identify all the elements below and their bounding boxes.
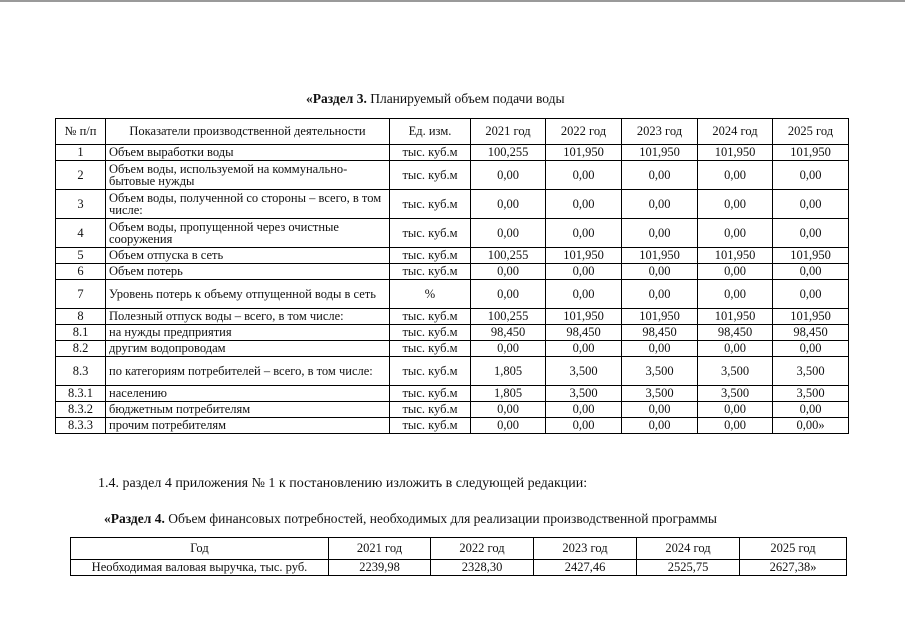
indicator-name: на нужды предприятия [106,325,390,341]
indicator-name: Объем воды, используемой на коммунально-бытовые нужды [106,161,390,190]
indicator-name: Полезный отпуск воды – всего, в том числе: [106,309,390,325]
value-cell: 100,255 [471,309,546,325]
value-cell: 0,00 [546,219,622,248]
section-3-heading: «Раздел 3. Планируемый объем подачи воды [306,91,565,106]
value-cell: 0,00 [546,264,622,280]
value-cell: 101,950 [698,309,773,325]
value-cell: 0,00 [546,418,622,434]
value-cell: 0,00 [773,219,849,248]
value-cell: 0,00 [698,418,773,434]
table-header-row [56,119,849,145]
value-cell: 0,00 [471,280,546,309]
column-header: 2024 год [637,538,740,560]
column-header: № п/п [56,119,106,145]
column-header: 2023 год [534,538,637,560]
value-cell: 0,00 [622,402,698,418]
value-cell: 2525,75 [637,560,740,576]
column-header: Ед. изм. [390,119,471,145]
column-header: 2022 год [431,538,534,560]
value-cell: 98,450 [698,325,773,341]
unit-cell: тыс. куб.м [390,418,471,434]
value-cell: 0,00 [546,280,622,309]
unit-cell: тыс. куб.м [390,190,471,219]
value-cell: 0,00 [773,264,849,280]
value-cell: 3,500 [622,386,698,402]
row-number: 8.3.1 [56,386,106,402]
column-header: 2023 год [622,119,698,145]
value-cell: 3,500 [546,357,622,386]
value-cell: 0,00 [546,341,622,357]
value-cell: 0,00 [698,402,773,418]
row-number: 8.1 [56,325,106,341]
row-number: 5 [56,248,106,264]
table-row [56,280,849,309]
value-cell: 101,950 [698,248,773,264]
column-header: 2025 год [773,119,849,145]
value-cell: 3,500 [546,386,622,402]
column-header: 2022 год [546,119,622,145]
column-header: 2024 год [698,119,773,145]
row-number: 3 [56,190,106,219]
row-number: 6 [56,264,106,280]
table-row [56,161,849,190]
table-row [56,264,849,280]
table-header-row [71,538,847,560]
indicator-name: Уровень потерь к объему отпущенной воды в сеть [106,280,390,309]
value-cell: 0,00 [546,161,622,190]
unit-cell: тыс. куб.м [390,386,471,402]
value-cell: 1,805 [471,386,546,402]
value-cell: 0,00 [471,161,546,190]
value-cell: 2427,46 [534,560,637,576]
row-number: 8 [56,309,106,325]
indicator-name: населению [106,386,390,402]
value-cell: 0,00 [698,190,773,219]
value-cell: 3,500 [698,357,773,386]
unit-cell: тыс. куб.м [390,248,471,264]
table-row [56,248,849,264]
value-cell: 3,500 [773,386,849,402]
table-row [56,357,849,386]
indicator-name: бюджетным потребителям [106,402,390,418]
value-cell: 0,00 [622,190,698,219]
value-cell: 0,00 [773,190,849,219]
unit-cell: тыс. куб.м [390,402,471,418]
amendment-paragraph: 1.4. раздел 4 приложения № 1 к постановлению изложить в следующей редакции: [98,476,588,491]
unit-cell: тыс. куб.м [390,357,471,386]
table-row [56,402,849,418]
value-cell: 0,00 [698,161,773,190]
value-cell: 101,950 [546,248,622,264]
value-cell: 0,00 [622,418,698,434]
value-cell: 3,500 [773,357,849,386]
unit-cell: тыс. куб.м [390,145,471,161]
indicator-name: Объем отпуска в сеть [106,248,390,264]
indicator-name: другим водопроводам [106,341,390,357]
value-cell: 0,00 [622,264,698,280]
indicator-name: Объем потерь [106,264,390,280]
value-cell: 2627,38» [740,560,847,576]
value-cell: 100,255 [471,145,546,161]
page-top-border [0,0,905,2]
value-cell: 101,950 [773,248,849,264]
value-cell: 1,805 [471,357,546,386]
value-cell: 0,00 [471,264,546,280]
value-cell: 0,00 [471,190,546,219]
unit-cell: % [390,280,471,309]
value-cell: 0,00 [471,418,546,434]
indicator-name: Объем выработки воды [106,145,390,161]
indicator-name: прочим потребителям [106,418,390,434]
value-cell: 101,950 [773,309,849,325]
table-row [56,190,849,219]
value-cell: 0,00 [698,264,773,280]
value-cell: 0,00 [622,161,698,190]
value-cell: 0,00 [622,219,698,248]
unit-cell: тыс. куб.м [390,309,471,325]
value-cell: 2328,30 [431,560,534,576]
value-cell: 101,950 [698,145,773,161]
value-cell: 101,950 [622,145,698,161]
table-row [56,219,849,248]
row-number: 8.3 [56,357,106,386]
value-cell: 0,00» [773,418,849,434]
row-number: 1 [56,145,106,161]
value-cell: 0,00 [698,280,773,309]
value-cell: 0,00 [546,190,622,219]
value-cell: 101,950 [546,309,622,325]
value-cell: 101,950 [622,248,698,264]
value-cell: 2239,98 [329,560,431,576]
value-cell: 101,950 [622,309,698,325]
value-cell: 0,00 [471,402,546,418]
unit-cell: тыс. куб.м [390,161,471,190]
table-row [56,341,849,357]
value-cell: 0,00 [622,280,698,309]
value-cell: 101,950 [546,145,622,161]
value-cell: 0,00 [773,402,849,418]
value-cell: 0,00 [471,219,546,248]
water-supply-table [55,118,849,434]
unit-cell: тыс. куб.м [390,325,471,341]
value-cell: 0,00 [698,341,773,357]
column-header: 2025 год [740,538,847,560]
row-number: 8.2 [56,341,106,357]
table-row [56,325,849,341]
value-cell: 0,00 [622,341,698,357]
value-cell: 98,450 [773,325,849,341]
value-cell: 98,450 [471,325,546,341]
value-cell: 3,500 [698,386,773,402]
unit-cell: тыс. куб.м [390,264,471,280]
row-number: 8.3.3 [56,418,106,434]
column-header: 2021 год [471,119,546,145]
column-header: Год [71,538,329,560]
value-cell: 0,00 [546,402,622,418]
indicator-name: Объем воды, пропущенной через очистные сооружения [106,219,390,248]
value-cell: 0,00 [471,341,546,357]
column-header: 2021 год [329,538,431,560]
row-number: 8.3.2 [56,402,106,418]
indicator-name: по категориям потребителей – всего, в том числе: [106,357,390,386]
section-4-heading: «Раздел 4. Объем финансовых потребностей, необходимых для реализации производственной программы [104,511,717,526]
table-row [71,560,847,576]
indicator-name: Объем воды, полученной со стороны – всего, в том числе: [106,190,390,219]
table-row [56,386,849,402]
table-row [56,309,849,325]
value-cell: 0,00 [773,280,849,309]
unit-cell: тыс. куб.м [390,219,471,248]
value-cell: 3,500 [622,357,698,386]
financial-needs-table [70,537,847,576]
value-cell: 101,950 [773,145,849,161]
value-cell: 0,00 [773,161,849,190]
row-number: 7 [56,280,106,309]
value-cell: 98,450 [546,325,622,341]
value-cell: 0,00 [773,341,849,357]
value-cell: 0,00 [698,219,773,248]
value-cell: 100,255 [471,248,546,264]
indicator-name: Необходимая валовая выручка, тыс. руб. [71,560,329,576]
value-cell: 98,450 [622,325,698,341]
table-row [56,145,849,161]
table-row [56,418,849,434]
column-header: Показатели производственной деятельности [106,119,390,145]
row-number: 2 [56,161,106,190]
unit-cell: тыс. куб.м [390,341,471,357]
row-number: 4 [56,219,106,248]
